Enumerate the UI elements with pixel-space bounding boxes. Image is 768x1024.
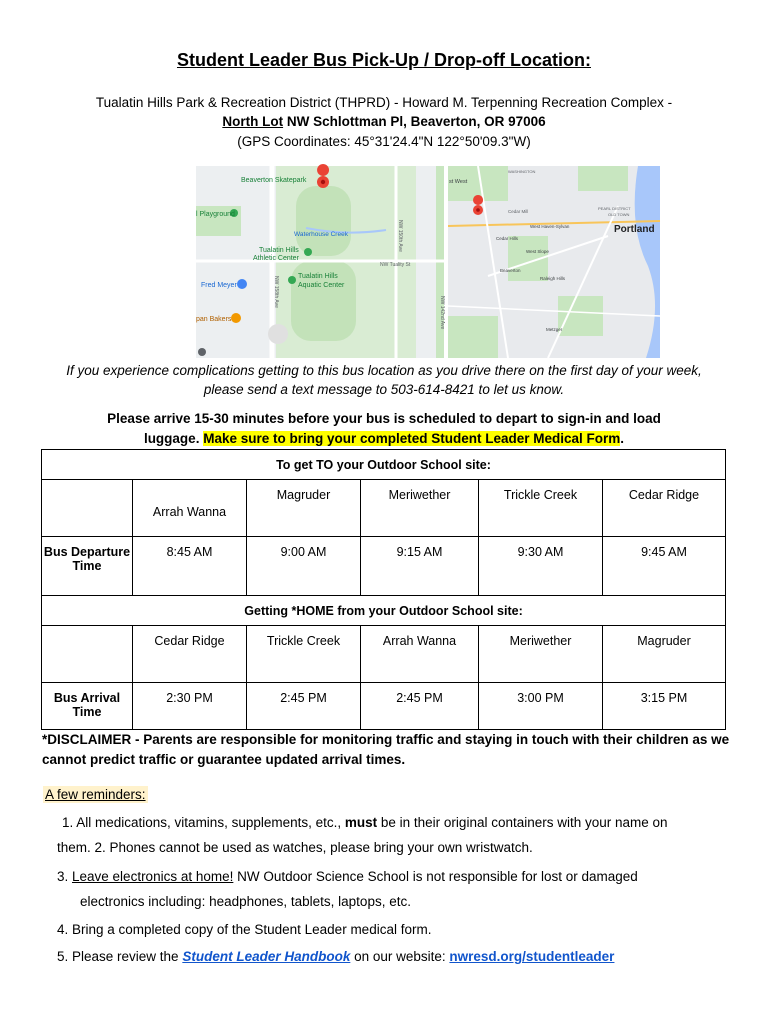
reminder-line [57, 864, 717, 889]
contact-note [40, 361, 728, 399]
map-label: st West [449, 179, 468, 185]
to-site-name: Magruder [247, 480, 361, 537]
reminder-line: electronics including: headphones, tablets, laptops, etc. [80, 894, 411, 909]
reminder-text: on our website: [350, 949, 450, 964]
map-label: Beaverton Skatepark [241, 177, 307, 184]
arrival-time: 2:45 PM [361, 683, 479, 730]
map-label: West Haven-Sylvan [530, 224, 570, 229]
departure-time: 9:00 AM [247, 537, 361, 596]
to-site-name: Meriwether [361, 480, 479, 537]
location-line: Tualatin Hills Park & Recreation District (THPRD) - Howard M. Terpenning Recreation Complex - [95, 95, 673, 110]
reminder-text: NW Outdoor Science School is not responsible for lost or damaged [233, 869, 638, 884]
reminder-text: 1. All medications, vitamins, supplements, etc., [62, 815, 345, 830]
map-label: NW Tuality St [380, 262, 411, 268]
map-label: NW 158th Ave [273, 276, 279, 308]
map-label: Cedar Hills [496, 236, 519, 241]
note-line: please send a text message to 503-614-8421 to let us know. [203, 382, 565, 397]
map-label: pan Bakers [196, 316, 232, 323]
map-label: Raleigh Hills [540, 276, 566, 281]
map-label: West Slope [526, 249, 549, 254]
map-label: Aquatic Center [298, 282, 345, 289]
departure-time: 9:45 AM [603, 537, 726, 596]
to-site-name: Cedar Ridge [603, 480, 726, 537]
map-label: Waterhouse Creek [294, 231, 348, 238]
arrival-time: 3:00 PM [479, 683, 603, 730]
home-site-name: Meriwether [479, 626, 603, 683]
map-detail[interactable] [196, 166, 444, 358]
reminder-line [57, 810, 717, 835]
home-site-header: Getting *HOME from your Outdoor School site: [42, 596, 726, 626]
to-site-header: To get TO your Outdoor School site: [42, 450, 726, 480]
map-label: Metzger [546, 327, 563, 332]
empty-cell [42, 480, 133, 537]
arrive-line: Please arrive 15-30 minutes before your bus is scheduled to depart to sign-in and load [107, 411, 661, 426]
map-label: Tualatin Hills [298, 273, 338, 280]
must-emphasis: must [344, 815, 378, 830]
map-label: l Playground [196, 211, 235, 218]
arrival-time: 3:15 PM [603, 683, 726, 730]
map-label: PEARL DISTRICT [598, 206, 631, 211]
location-address [0, 114, 768, 129]
departure-time: 8:45 AM [133, 537, 247, 596]
north-lot-label: North Lot [222, 114, 284, 129]
reminder-line: them. 2. Phones cannot be used as watches, please bring your own wristwatch. [57, 840, 533, 855]
reminder-text: be in their original containers with your name on [377, 815, 668, 830]
map-label: Portland [614, 224, 655, 235]
map-label: Fred Meyer [201, 282, 237, 289]
to-site-name: Arrah Wanna [133, 480, 247, 537]
map-label: Beaverton [500, 268, 521, 273]
home-site-name: Magruder [603, 626, 726, 683]
reminder-5 [57, 944, 717, 969]
medical-form-highlight: Make sure to bring your completed Student Leader Medical Form [203, 431, 621, 446]
website-link[interactable]: nwresd.org/studentleader [449, 949, 615, 964]
reminder-4: 4. Bring a completed copy of the Student Leader medical form. [57, 922, 432, 937]
reminders-title: A few reminders: [45, 787, 146, 802]
map-overview[interactable] [448, 166, 660, 358]
disclaimer: *DISCLAIMER - Parents are responsible for monitoring traffic and staying in touch with their children as we cannot predict traffic or guarantee updated arrival times. [42, 732, 730, 767]
home-site-name: Arrah Wanna [361, 626, 479, 683]
map-label: NW 142nd Ave [439, 296, 445, 330]
map-label: Tualatin Hills [259, 247, 299, 254]
arrive-text: . [620, 431, 625, 446]
arrival-time: 2:30 PM [133, 683, 247, 730]
handbook-link[interactable]: Student Leader Handbook [182, 949, 351, 964]
home-site-name: Cedar Ridge [133, 626, 247, 683]
reminder-1-2 [57, 810, 717, 860]
departure-time: 9:30 AM [479, 537, 603, 596]
arrival-instructions [40, 409, 728, 449]
departure-time: 9:15 AM [361, 537, 479, 596]
page-title: Student Leader Bus Pick-Up / Drop-off Location: [176, 50, 591, 70]
map-label: WASHINGTON [508, 169, 536, 174]
reminder-text: 3. [57, 869, 73, 884]
reminder-3 [57, 864, 717, 914]
to-site-name: Trickle Creek [479, 480, 603, 537]
arrival-row-label: Bus Arrival Time [42, 683, 133, 730]
street-address: NW Schlottman Pl, Beaverton, OR 97006 [283, 114, 546, 129]
arrival-time: 2:45 PM [247, 683, 361, 730]
reminder-text: 5. Please review the [57, 949, 183, 964]
bus-schedule-table [41, 449, 726, 730]
gps-coordinates: (GPS Coordinates: 45°31'24.4"N 122°50'09.3"W) [237, 134, 531, 149]
arrive-text: luggage. [143, 431, 204, 446]
departure-row-label: Bus Departure Time [42, 537, 133, 596]
map-label: NW 150th Ave [397, 220, 403, 252]
note-line: If you experience complications getting to this bus location as you drive there on the first day of your week, [66, 363, 702, 378]
arrive-line [40, 429, 728, 449]
home-site-name: Trickle Creek [247, 626, 361, 683]
empty-cell [42, 626, 133, 683]
map-label: Cedar Mill [508, 209, 529, 214]
map-label: OLD TOWN [608, 212, 630, 217]
map-label: Athletic Center [253, 255, 299, 262]
leave-electronics-text: Leave electronics at home! [72, 869, 234, 884]
